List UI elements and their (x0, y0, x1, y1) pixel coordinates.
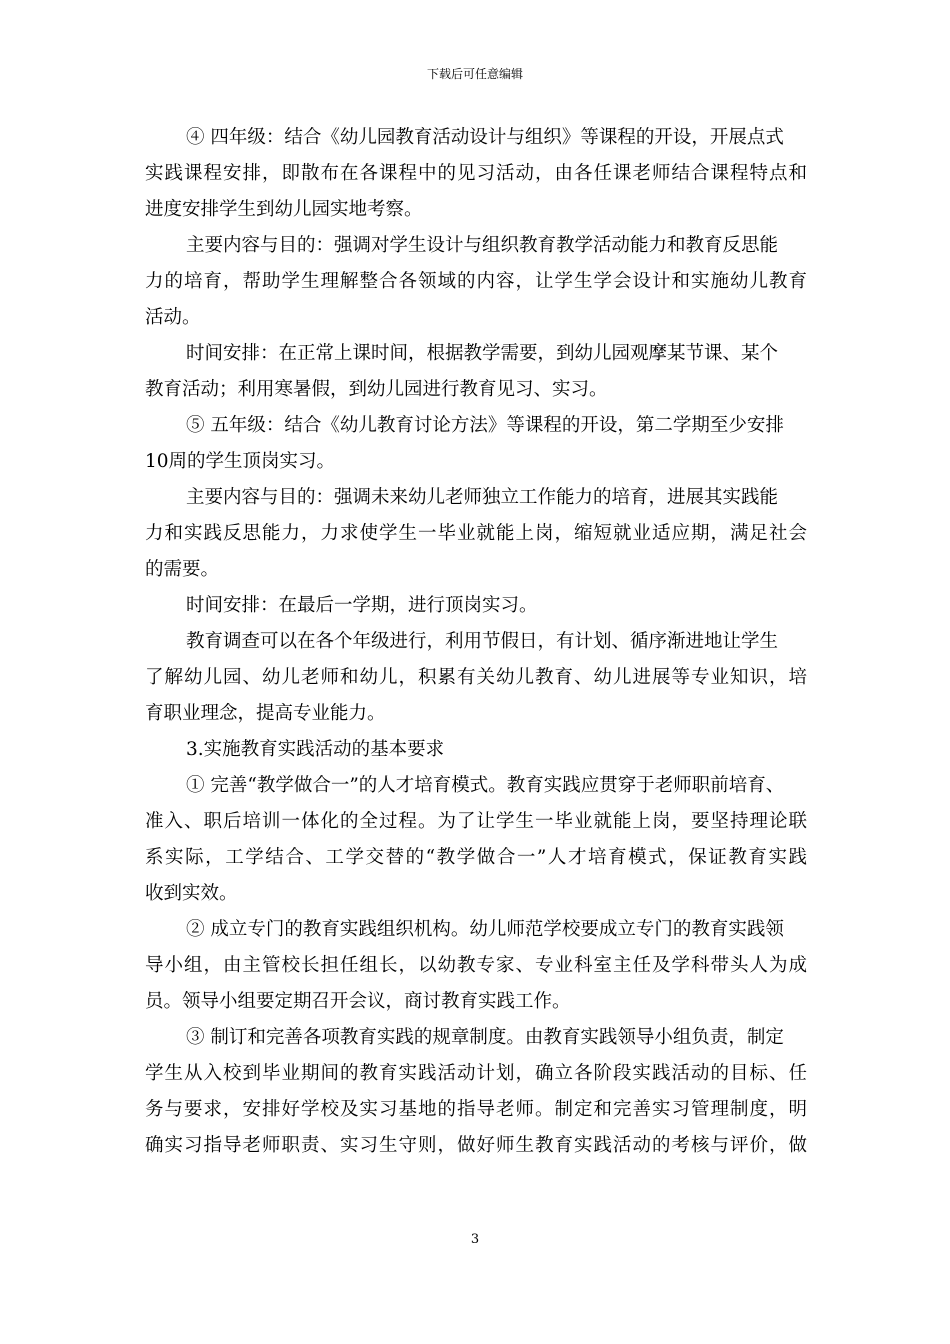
text-line: 收到实效。 (145, 883, 238, 904)
text-line: ④ 四年级：结合《幼儿园教育活动设计与组织》等课程的开设，开展点式 (186, 127, 784, 148)
section-heading: 3.实施教育实践活动的基本要求 (186, 739, 445, 760)
text-line: 主要内容与目的：强调对学生设计与组织教育教学活动能力和教育反思能 (186, 235, 779, 256)
text-line: 教育调查可以在各个年级进行，利用节假日，有计划、循序渐进地让学生 (186, 631, 779, 652)
text-line: 员。领导小组要定期召开会议，商讨教育实践工作。 (145, 991, 571, 1012)
text-line: 务与要求，安排好学校及实习基地的指导老师。制定和完善实习管理制度，明 (145, 1099, 807, 1120)
text-line: 育职业理念，提高专业能力。 (145, 703, 386, 724)
text-line: 10周的学生顶岗实习。 (145, 451, 336, 472)
text-line: 准入、职后培训一体化的全过程。为了让学生一毕业就能上岗，要坚持理论联 (145, 811, 807, 832)
text-line: 确实习指导老师职责、实习生守则，做好师生教育实践活动的考核与评价，做 (145, 1135, 807, 1156)
page-number: 3 (470, 1232, 480, 1247)
text-line: 活动。 (145, 307, 201, 328)
text-line: 时间安排：在最后一学期，进行顶岗实习。 (186, 595, 538, 616)
text-line: 时间安排：在正常上课时间，根据教学需要，到幼儿园观摩某节课、某个 (186, 343, 779, 364)
page-header: 下载后可任意编辑 (426, 67, 523, 81)
text-line: ② 成立专门的教育实践组织机构。幼儿师范学校要成立专门的教育实践领 (186, 919, 784, 940)
text-line: 的需要。 (145, 559, 220, 580)
text-line: 力和实践反思能力，力求使学生一毕业就能上岗，缩短就业适应期，满足社会 (145, 523, 807, 544)
text-line: 主要内容与目的：强调未来幼儿老师独立工作能力的培育，进展其实践能 (186, 487, 779, 508)
text-line: 导小组，由主管校长担任组长，以幼教专家、专业科室主任及学科带头人为成 (145, 955, 807, 976)
text-line: 实践课程安排，即散布在各课程中的见习活动，由各任课老师结合课程特点和 (145, 163, 807, 184)
text-line: 进度安排学生到幼儿园实地考察。 (145, 199, 423, 220)
text-line: ⑤ 五年级：结合《幼儿教育讨论方法》等课程的开设，第二学期至少安排 (186, 415, 784, 436)
text-line: 系实际，工学结合、工学交替的“教学做合一”人才培育模式，保证教育实践 (145, 847, 807, 868)
text-line: 了解幼儿园、幼儿老师和幼儿，积累有关幼儿教育、幼儿进展等专业知识，培 (145, 667, 807, 688)
text-line: ① 完善“教学做合一”的人才培育模式。教育实践应贯穿于老师职前培育、 (186, 775, 785, 796)
text-line: 教育活动；利用寒暑假，到幼儿园进行教育见习、实习。 (145, 379, 608, 400)
text-line: 力的培育，帮助学生理解整合各领域的内容，让学生学会设计和实施幼儿教育 (145, 271, 807, 292)
text-line: 学生从入校到毕业期间的教育实践活动计划，确立各阶段实践活动的目标、任 (145, 1063, 807, 1084)
text-line: ③ 制订和完善各项教育实践的规章制度。由教育实践领导小组负责，制定 (186, 1027, 784, 1048)
